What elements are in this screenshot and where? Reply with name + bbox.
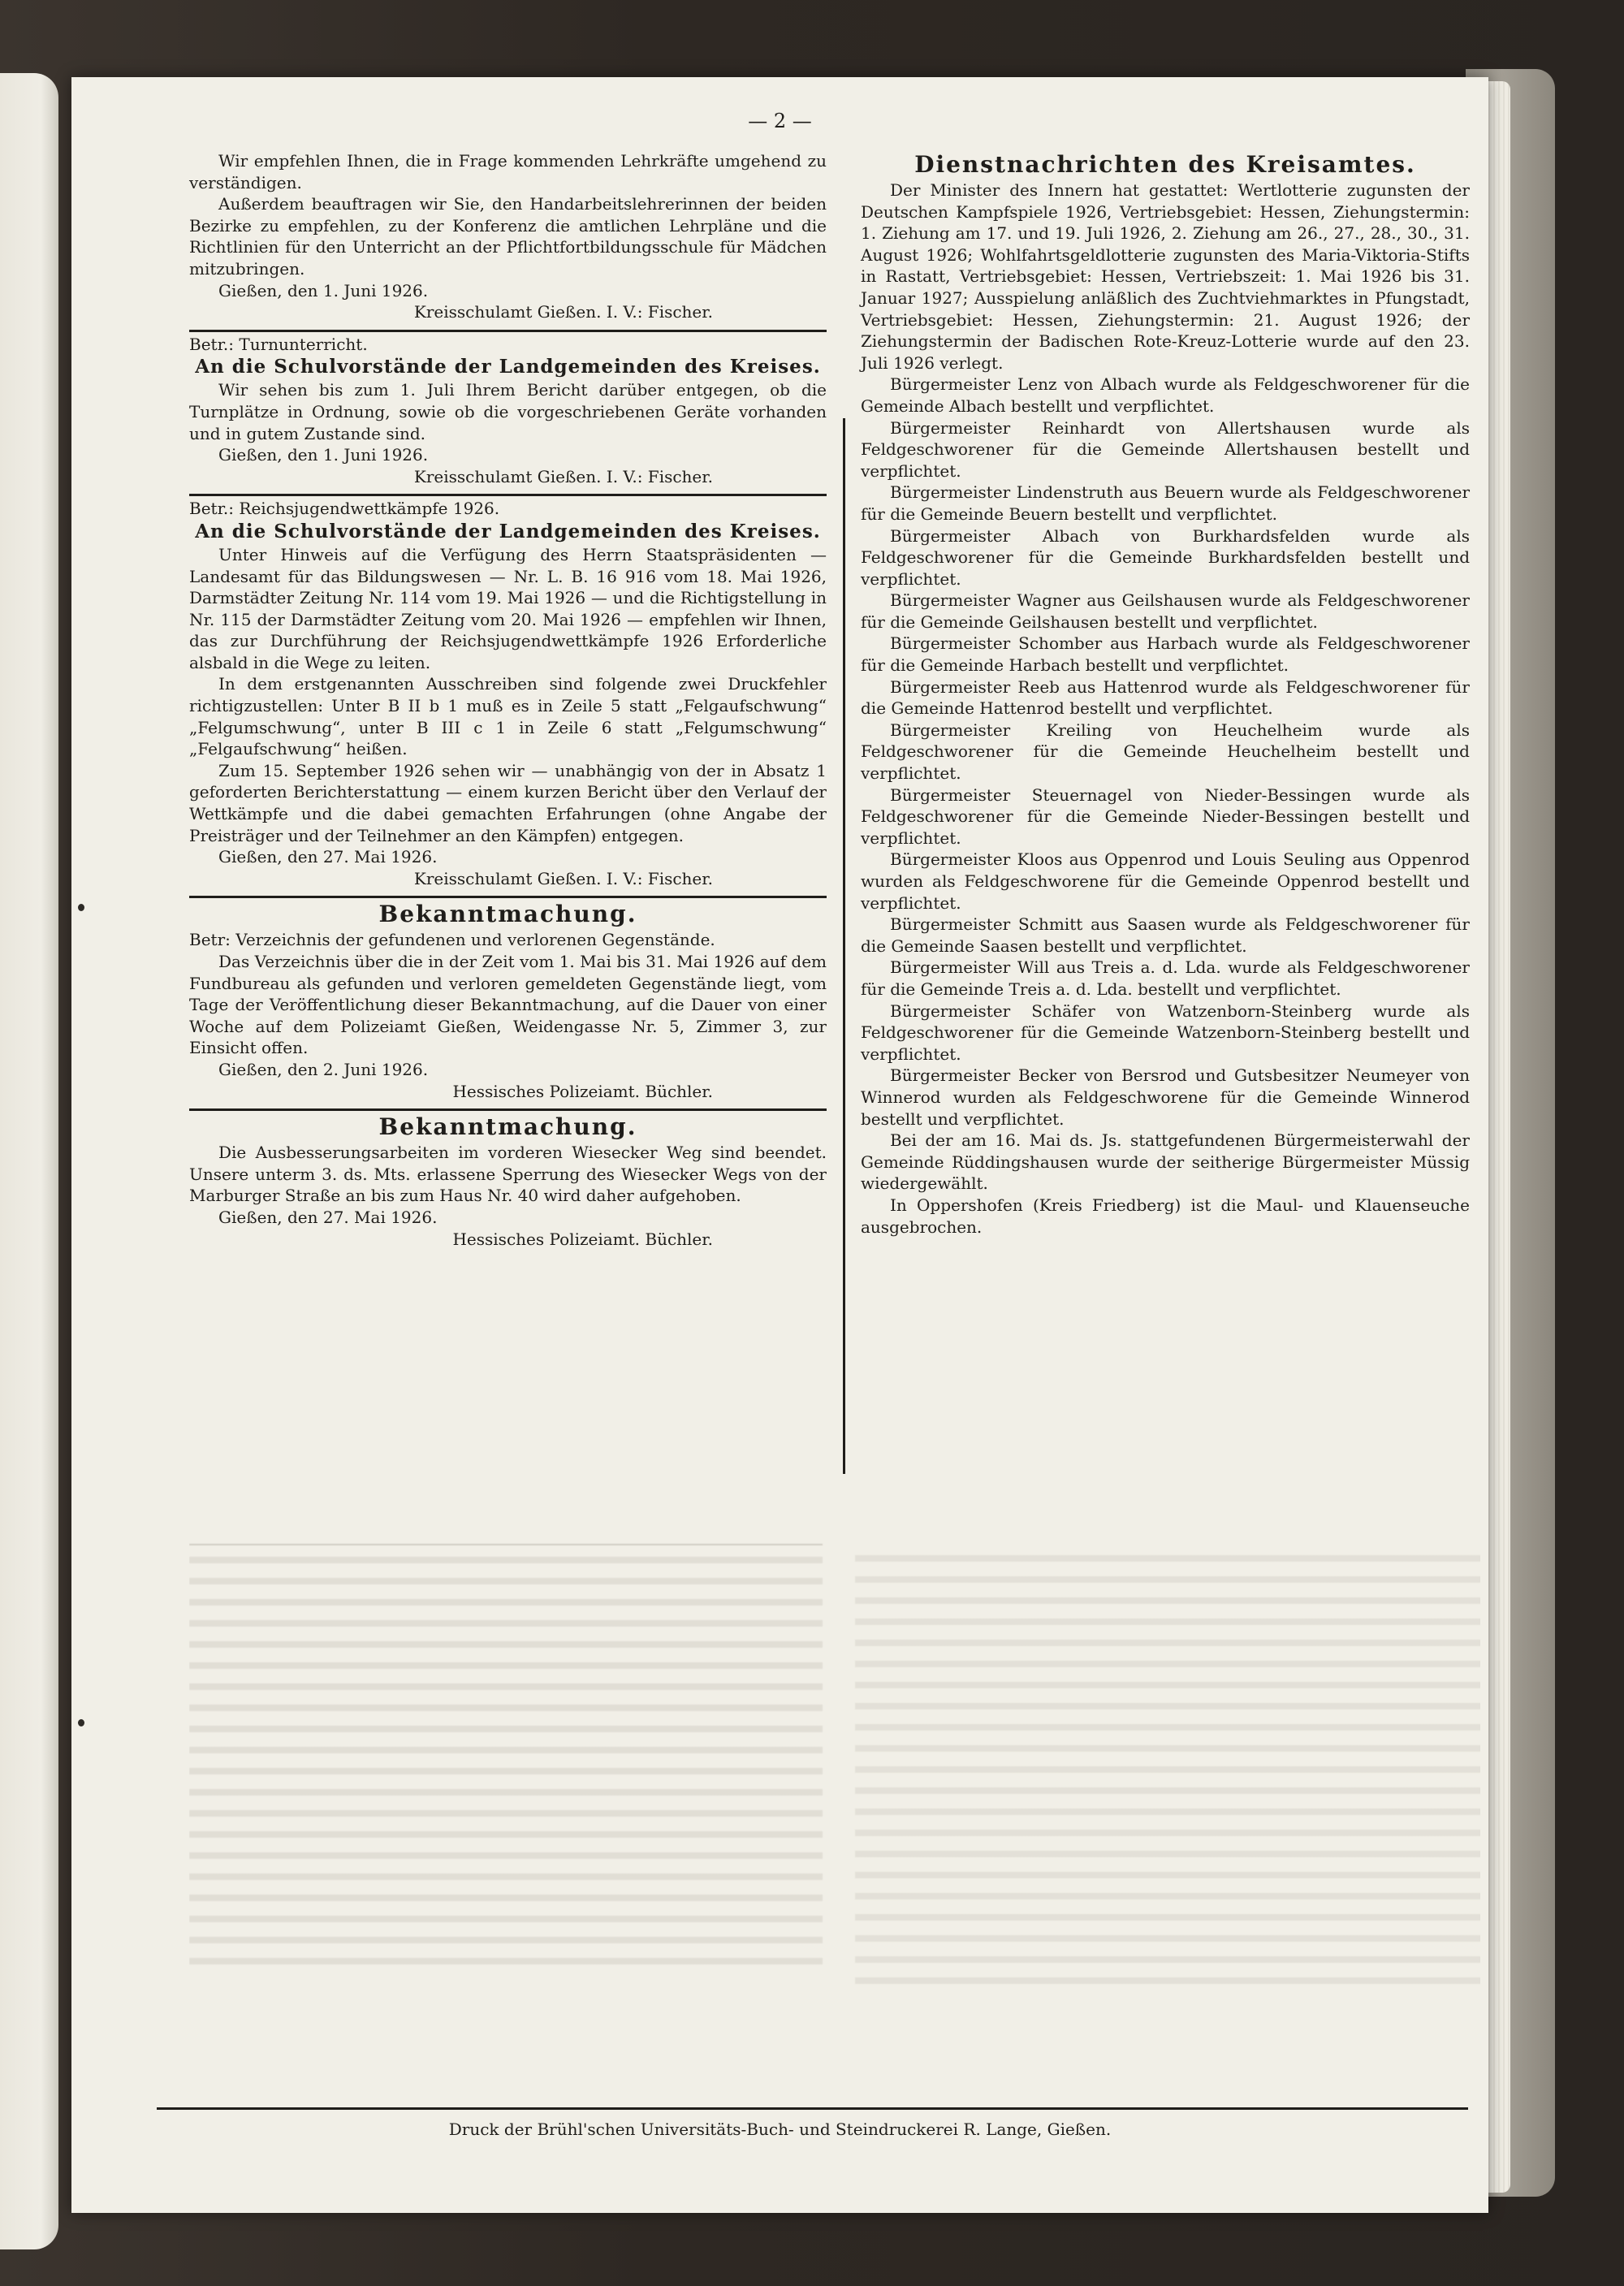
section-rule <box>189 494 827 496</box>
list-item: Bürgermeister Reeb aus Hattenrod wurde als Feldgeschworener für die Gemeinde Hattenrod bestellt und verpflichtet. <box>861 676 1470 719</box>
intro-date: Gießen, den 1. Juni 1926. <box>218 280 429 300</box>
bekanntmachung-1-signature: Hessisches Polizeiamt. Büchler. <box>452 1081 713 1101</box>
punch-hole-mark <box>78 1719 84 1726</box>
list-item: Bürgermeister Wagner aus Geilshausen wurde als Feldgeschworener für die Gemeinde Geilshausen bestellt und verpflichtet. <box>861 590 1470 632</box>
section-rule <box>189 896 827 898</box>
intro-paragraph-1: Wir empfehlen Ihnen, die in Frage kommenden Lehrkräfte umgehend zu verständigen. <box>189 151 827 192</box>
bleed-block-left <box>189 1523 823 1979</box>
section-rule <box>189 330 827 332</box>
show-through-from-reverse <box>189 1523 1480 2091</box>
wettkaempfe-paragraph-3: Zum 15. September 1926 sehen wir — unabhängig von der in Absatz 1 geforderten Berichterstattung — einem kurzen Bericht über den Verlauf der Wettkämpfe und die dabei gemachten Erfahrungen (ohne Angabe der Preisträger und der Teilnehmer an den Kämpfen) entgegen. <box>189 760 827 845</box>
list-item: Bürgermeister Will aus Treis a. d. Lda. wurde als Feldgeschworener für die Gemeinde Treis a. d. Lda. bestellt und verpflichtet. <box>861 957 1470 999</box>
left-page-edge <box>0 73 58 2249</box>
list-item: Bürgermeister Lenz von Albach wurde als Feldgeschworener für die Gemeinde Albach bestellt und verpflichtet. <box>861 374 1470 416</box>
list-item: Bürgermeister Kloos aus Oppenrod und Louis Seuling aus Oppenrod wurden als Feldgeschworene für die Gemeinde Oppenrod bestellt und verpflichtet. <box>861 849 1470 913</box>
dienstnachrichten-heading: Dienstnachrichten des Kreisamtes. <box>914 151 1416 178</box>
bekanntmachung-2-date: Gießen, den 27. Mai 1926. <box>218 1207 438 1227</box>
wettkaempfe-betr: Betr.: Reichsjugendwettkämpfe 1926. <box>189 499 500 519</box>
list-item: In Oppershofen (Kreis Friedberg) ist die Maul- und Klauenseuche ausgebrochen. <box>861 1195 1470 1237</box>
printer-imprint: Druck der Brühl'schen Universitäts-Buch- und Steindruckerei R. Lange, Gießen. <box>448 2120 1112 2139</box>
bekanntmachung-2-paragraph: Die Ausbesserungsarbeiten im vorderen Wiesecker Weg sind beendet. Unsere unterm 3. ds. Mts. erlassene Sperrung des Wiesecker Wegs von der Marburger Straße an bis zum Haus Nr. 40 wird daher aufgehoben. <box>189 1143 827 1206</box>
intro-section <box>189 150 827 332</box>
list-item: Bürgermeister Steuernagel von Nieder-Bessingen wurde als Feldgeschworener für die Gemeinde Nieder-Bessingen bestellt und verpflichtet. <box>861 784 1470 848</box>
wettkaempfe-date: Gießen, den 27. Mai 1926. <box>218 847 438 867</box>
bekanntmachung-2-signature: Hessisches Polizeiamt. Büchler. <box>452 1229 713 1249</box>
bekanntmachung-1-betr: Betr: Verzeichnis der gefundenen und verlorenen Gegenstände. <box>189 930 715 950</box>
bleed-block-right <box>855 1523 1480 1994</box>
list-item: Bürgermeister Becker von Bersrod und Gutsbesitzer Neumeyer von Winnerod wurden als Feldgeschworene für die Gemeinde Winnerod bestellt und verpflichtet. <box>861 1065 1470 1129</box>
left-column <box>189 150 827 1250</box>
bekanntmachung-1-date: Gießen, den 2. Juni 1926. <box>218 1059 429 1079</box>
turnunterricht-signature: Kreisschulamt Gießen. I. V.: Fischer. <box>413 466 713 486</box>
intro-paragraph-2: Außerdem beauftragen wir Sie, den Handarbeitslehrerinnen der beiden Bezirke zu empfehlen, zu der Konferenz die amtlichen Lehrpläne und die Richtlinien für den Unterricht an der Pflichtfortbildungsschule für Mädchen mitzubringen. <box>189 194 827 279</box>
turnunterricht-heading: An die Schulvorstände der Landgemeinden des Kreises. <box>195 356 821 378</box>
turnunterricht-betr: Betr.: Turnunterricht. <box>189 334 368 354</box>
turnunterricht-paragraph: Wir sehen bis zum 1. Juli Ihrem Bericht darüber entgegen, ob die Turnplätze in Ordnung, sowie ob die vorgeschriebenen Geräte vorhanden und in gutem Zustande sind. <box>189 380 827 443</box>
punch-hole-mark <box>78 904 84 911</box>
list-item: Bürgermeister Reinhardt von Allertshausen wurde als Feldgeschworener für die Gemeinde Allertshausen bestellt und verpflichtet. <box>861 417 1470 481</box>
footer-rule <box>157 2107 1468 2110</box>
list-item: Bei der am 16. Mai ds. Js. stattgefundenen Bürgermeisterwahl der Gemeinde Rüddingshausen wurde der seitherige Bürgermeister Müssig wiedergewählt. <box>861 1130 1470 1194</box>
bekanntmachung-1-section <box>189 900 827 1111</box>
list-item: Bürgermeister Schmitt aus Saasen wurde als Feldgeschworener für die Gemeinde Saasen bestellt und verpflichtet. <box>861 914 1470 956</box>
section-rule <box>189 1108 827 1111</box>
list-item: Bürgermeister Kreiling von Heuchelheim wurde als Feldgeschworener für die Gemeinde Heuchelheim bestellt und verpflichtet. <box>861 720 1470 784</box>
wettkaempfe-paragraph-2: In dem erstgenannten Ausschreiben sind folgende zwei Druckfehler richtigzustellen: Unter B II b 1 muß es in Zeile 5 statt „Felgaufschwung“ „Felgumschwung“, unter B III c 1 in Zeile 6 statt „Felgumschwung“ „Felgaufschwung“ heißen. <box>189 674 827 759</box>
dienstnachrichten-list <box>861 179 1470 1238</box>
wettkaempfe-heading: An die Schulvorstände der Landgemeinden des Kreises. <box>195 520 821 542</box>
bekanntmachung-2-heading: Bekanntmachung. <box>378 1113 637 1141</box>
turnunterricht-section <box>189 334 827 497</box>
list-item: Bürgermeister Schomber aus Harbach wurde als Feldgeschworener für die Gemeinde Harbach bestellt und verpflichtet. <box>861 633 1470 676</box>
bekanntmachung-1-heading: Bekanntmachung. <box>378 901 637 928</box>
column-divider <box>843 418 845 1474</box>
list-item: Bürgermeister Albach von Burkhardsfelden wurde als Feldgeschworener für die Gemeinde Burkhardsfelden bestellt und verpflichtet. <box>861 525 1470 589</box>
wettkaempfe-signature: Kreisschulamt Gießen. I. V.: Fischer. <box>413 868 713 888</box>
list-item: Bürgermeister Schäfer von Watzenborn-Steinberg wurde als Feldgeschworener für die Gemeinde Watzenborn-Steinberg bestellt und verpflichtet. <box>861 1000 1470 1064</box>
intro-signature: Kreisschulamt Gießen. I. V.: Fischer. <box>413 302 713 322</box>
turnunterricht-date: Gießen, den 1. Juni 1926. <box>218 445 429 465</box>
list-item: Bürgermeister Lindenstruth aus Beuern wurde als Feldgeschworener für die Gemeinde Beuern bestellt und verpflichtet. <box>861 482 1470 524</box>
page-number: — 2 — <box>748 110 812 132</box>
bekanntmachung-1-paragraph: Das Verzeichnis über die in der Zeit vom 1. Mai bis 31. Mai 1926 auf dem Fundbureau als gefunden und verloren gemeldeten Gegenstände liegt, vom Tage der Veröffentlichung dieser Bekanntmachung, auf die Dauer von einer Woche auf dem Polizeiamt Gießen, Weidengasse Nr. 5, Zimmer 3, zur Einsicht offen. <box>189 952 827 1058</box>
wettkaempfe-paragraph-1: Unter Hinweis auf die Verfügung des Herrn Staatspräsidenten — Landesamt für das Bildungswesen — Nr. L. B. 16 916 vom 18. Mai 1926, Darmstädter Zeitung Nr. 114 vom 19. Mai 1926 — und die Richtigstellung in Nr. 115 der Darmstädter Zeitung vom 20. Mai 1926 — empfehlen wir Ihnen, das zur Durchführung der Reichsjugendwettkämpfe 1926 Erforderliche alsbald in die Wege zu leiten. <box>189 544 827 672</box>
bekanntmachung-2-section <box>189 1113 827 1250</box>
list-item: Der Minister des Innern hat gestattet: Wertlotterie zugunsten der Deutschen Kampfspiele 1926, Vertriebsgebiet: Hessen, Ziehungstermin: 1. Ziehung am 17. und 19. Juli 1926, 2. Ziehung am 26., 27., 28., 30., 31. August 1926; Wohlfahrtsgeldlotterie zugunsten des Maria-Viktoria-Stifts in Rastatt, Vertriebsgebiet: Hessen, Vertriebszeit: 1. Mai 1926 bis 31. Januar 1927; Ausspielung anläßlich des Zuchtviehmarktes in Pfungstadt, Vertriebsgebiet: Hessen, Ziehungstermin: 21. August 1926; der Ziehungstermin der Badischen Rote-Kreuz-Lotterie wurde auf den 23. Juli 1926 verlegt. <box>861 180 1470 373</box>
document-page <box>71 77 1488 2213</box>
wettkaempfe-section <box>189 498 827 898</box>
right-column <box>861 150 1470 1238</box>
